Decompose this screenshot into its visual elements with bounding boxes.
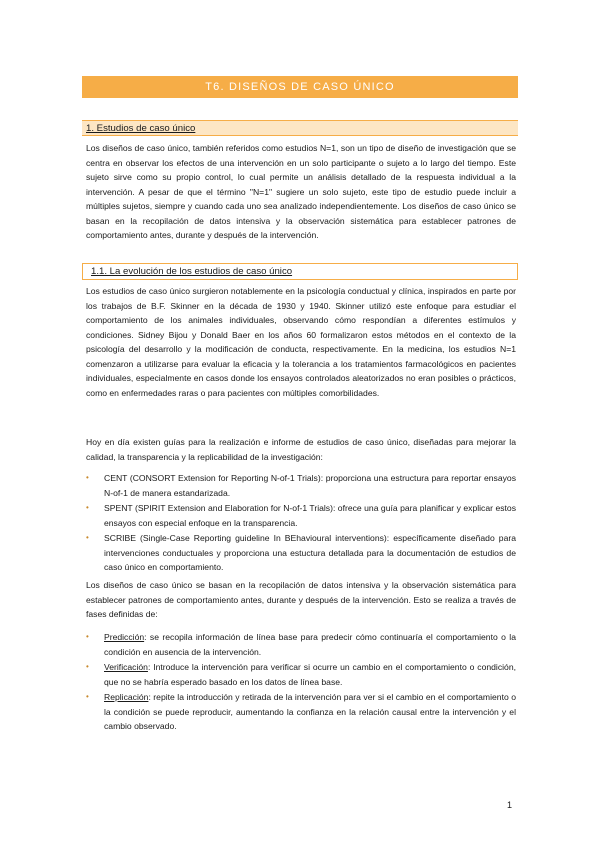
document-title: T6. DISEÑOS DE CASO ÚNICO (82, 76, 518, 98)
phase-term: Replicación (104, 692, 149, 702)
guide-item-scribe: • SCRIBE (Single-Case Reporting guideline In BEhavioural interventions): específicamente diseñado para intervenciones conductuales y proporciona una estuctura detallada para la documentación de estudios de caso único en comportamiento. (86, 531, 516, 575)
section-1-1-paragraph-1: Los estudios de caso único surgieron notablemente en la psicología conductual y clínica, inspirados en parte por los trabajos de B.F. Skinner en la década de 1930 y 1940. Skinner utilizó este enfoque para estudiar el comportamiento de los animales individuales, observando cómo respondían a diferentes estímulos y condiciones. Sidney Bijou y Donald Baer en los años 60 formalizaron estos métodos en el contexto de la psicología del desarrollo y la modificación de conducta, respectivamente. En la medicina, los estudios N=1 comenzaron a utilizarse para evaluar la eficacia y la tolerancia a los tratamientos farmacológicos en pacientes individuales, especialmente en casos donde los ensayos controlados aleatorizados no eran posibles o prácticos, como en enfermedades raras o para pacientes con múltiples comorbilidades. (86, 286, 516, 398)
section-heading-1-text: 1. Estudios de caso único (86, 123, 196, 134)
phase-item-replicacion (86, 690, 516, 734)
section-heading-1-1 (82, 263, 518, 280)
guides-list (86, 471, 516, 576)
phases-list (86, 630, 516, 735)
phase-term: Verificación (104, 662, 148, 672)
phase-text: : repite la introducción y retirada de la intervención para ver si el cambio en el comportamiento o la condición se puede reproducir, aumentando la confianza en la relación causal entre la intervención y el cambio observado. (104, 692, 516, 731)
page-number: 1 (507, 800, 513, 810)
guide-item-spent: • SPENT (SPIRIT Extension and Elaboration for N-of-1 Trials): ofrece una guía para planificar y explicar estos ensayos con especial enfoque en la transparencia. (86, 501, 516, 530)
phase-text: : se recopila información de línea base para predecir cómo continuaría el comportamiento o la condición en ausencia de la intervención. (104, 632, 516, 657)
phase-term: Predicción (104, 632, 145, 642)
section-heading-1-1-text: 1.1. La evolución de los estudios de caso único (91, 266, 293, 277)
phase-item-verificacion (86, 660, 516, 689)
section-heading-1 (82, 120, 518, 136)
section-1-1-paragraph-3: Los diseños de caso único se basan en la recopilación de datos intensiva y la observación sistemática para establecer patrones de comportamiento antes, durante y después de la intervención. Esto se realiza a través de fases definidas de: (86, 580, 516, 619)
guide-item-cent: • CENT (CONSORT Extension for Reporting N-of-1 Trials): proporciona una estructura para reportar ensayos N-of-1 de manera estandarizada. (86, 471, 516, 500)
phase-item-prediccion (86, 630, 516, 659)
section-1-paragraph: Los diseños de caso único, también referidos como estudios N=1, son un tipo de diseño de investigación que se centra en observar los efectos de una intervención en un solo participante o sujeto a lo largo del tiempo. Este sujeto sirve como su propio control, lo cual permite un análisis detallado de la respuesta individual a la intervención. A pesar de que el término "N=1" sugiere un solo sujeto, este tipo de estudio puede incluir a múltiples sujetos, siempre y cuando cada uno sea analizado independientemente. Los diseños de caso único se basan en la recopilación de datos intensiva y la observación sistemática para establecer patrones de comportamiento antes, durante y después de la intervención. (86, 143, 516, 240)
section-1-1-paragraph-2: Hoy en día existen guías para la realización e informe de estudios de caso único, diseñadas para mejorar la calidad, la transparencia y la replicabilidad de la investigación: (86, 437, 516, 462)
phase-text: : Introduce la intervención para verificar si ocurre un cambio en el comportamiento o condición, que no se habría esperado basado en los datos de línea base. (104, 662, 516, 687)
